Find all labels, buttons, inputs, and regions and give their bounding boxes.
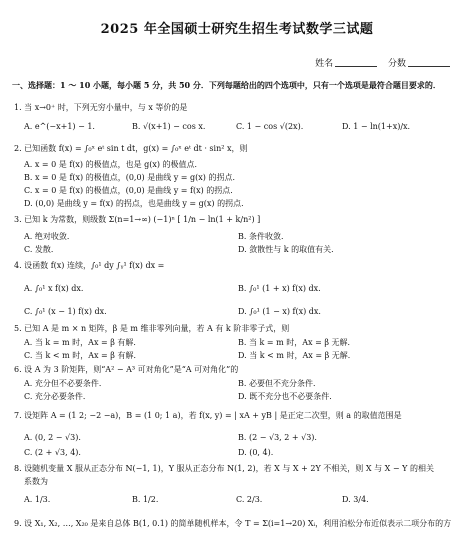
q7-option-c: C. (2 + √3, 4). <box>24 448 81 457</box>
q3-stem: 3. 已知 k 为常数，则级数 Σ(n=1→∞) (−1)ⁿ [ 1/n − ln(1 + k/n²) ] <box>14 215 261 224</box>
q7-stem: 7. 设矩阵 A = (1 2; −2 −a)，B = (1 0; 1 a)，若 f(x, y) = | xA + yB | 是正定二次型，则 a 的取值范围是 <box>14 411 402 420</box>
q2-option-c: C. x = 0 是 f(x) 的极值点，(0,0) 是曲线 y = f(x) 的拐点． <box>24 186 239 195</box>
q7-option-d: D. (0, 4). <box>238 448 274 457</box>
q1-option-a: A. e^(−x+1) − 1. <box>24 122 95 131</box>
score-label: 分数 <box>387 59 406 69</box>
exam-title: 2025 年全国硕士研究生招生考试数学三试题 <box>100 22 374 37</box>
q3-option-b: B. 条件收敛． <box>238 232 289 241</box>
score-blank <box>408 66 450 67</box>
q5-option-a: A. 当 k = m 时，Ax = β 有解． <box>24 338 142 347</box>
q7-option-b: B. (2 − √3, 2 + √3). <box>238 433 317 442</box>
section-heading: 一、选择题：1 ～ 10 小题，每小题 5 分，共 50 分．下列每题给出的四个选项中，只有一个选项是最符合题目要求的． <box>12 80 441 90</box>
q1-stem: 1. 当 x→0⁺ 时，下列无穷小量中，与 x 等价的是 <box>14 103 188 112</box>
name-label: 姓名 <box>315 59 334 69</box>
q6-option-d: D. 既不充分也不必要条件． <box>238 392 338 401</box>
q4-option-b: B. ∫₀¹ (1 + x) f(x) dx. <box>238 284 321 293</box>
q4-option-a: A. ∫₀¹ x f(x) dx. <box>24 284 84 293</box>
q3-option-c: C. 发散． <box>24 245 59 254</box>
q1-option-c: C. 1 − cos √(2x). <box>236 122 304 131</box>
q4-stem: 4. 设函数 f(x) 连续，∫₀¹ dy ∫ᵧ¹ f(x) dx = <box>14 261 165 270</box>
q2-option-b: B. x = 0 是 f(x) 的极值点，(0,0) 是曲线 y = g(x) 的拐点． <box>24 173 241 182</box>
q9-stem: 9. 设 X₁, X₂, …, X₂₀ 是来自总体 B(1, 0.1) 的简单随机样本，令 T = Σ(i=1→20) Xᵢ，利用泊松分布近似表示二项分布的方 <box>14 519 452 528</box>
q8-option-a: A. 1/3. <box>24 495 51 504</box>
q4-option-c: C. ∫₀¹ (x − 1) f(x) dx. <box>24 307 107 316</box>
name-score-bar <box>315 56 458 69</box>
q4-option-d: D. ∫₀¹ (1 − x) f(x) dx. <box>238 307 321 316</box>
q8-option-d: D. 3/4. <box>342 495 369 504</box>
q6-stem: 6. 设 A 为 3 阶矩阵，则“A² − A³ 可对角化”是“A 可对角化”的 <box>14 365 239 374</box>
q7-option-a: A. (0, 2 − √3). <box>24 433 81 442</box>
q6-option-c: C. 充分必要条件． <box>24 392 91 401</box>
q3-option-d: D. 敛散性与 k 的取值有关． <box>238 245 340 254</box>
q8-stem-cont: 系数为 <box>24 477 48 486</box>
q5-option-b: B. 当 k = m 时，Ax = β 无解． <box>238 338 356 347</box>
q2-option-d: D. (0,0) 是曲线 y = f(x) 的拐点，也是曲线 y = g(x) 的拐点． <box>24 199 250 208</box>
name-blank <box>335 66 377 67</box>
q2-option-a: A. x = 0 是 f(x) 的极值点，也是 g(x) 的极值点． <box>24 160 203 169</box>
q1-option-b: B. √(x+1) − cos x. <box>132 122 206 131</box>
q5-option-c: C. 当 k < m 时，Ax = β 有解． <box>24 351 142 360</box>
q8-option-b: B. 1/2. <box>132 495 159 504</box>
q8-stem: 8. 设随机变量 X 服从正态分布 N(−1, 1)，Y 服从正态分布 N(1, 2)，若 X 与 X + 2Y 不相关，则 X 与 X − Y 的相关 <box>14 464 434 473</box>
q8-option-c: C. 2/3. <box>236 495 263 504</box>
q2-stem: 2. 已知函数 f(x) = ∫₀ˣ eᵗ sin t dt，g(x) = ∫₀ˣ eᵗ dt · sin² x，则 <box>14 144 248 153</box>
q6-option-a: A. 充分但不必要条件． <box>24 379 107 388</box>
q6-option-b: B. 必要但不充分条件． <box>238 379 321 388</box>
q1-option-d: D. 1 − ln(1+x)/x. <box>342 122 411 131</box>
q3-option-a: A. 绝对收敛． <box>24 232 75 241</box>
q5-option-d: D. 当 k < m 时，Ax = β 无解． <box>238 351 356 360</box>
q5-stem: 5. 已知 A 是 m × n 矩阵，β 是 m 维非零列向量，若 A 有 k 阶非零子式，则 <box>14 324 290 333</box>
